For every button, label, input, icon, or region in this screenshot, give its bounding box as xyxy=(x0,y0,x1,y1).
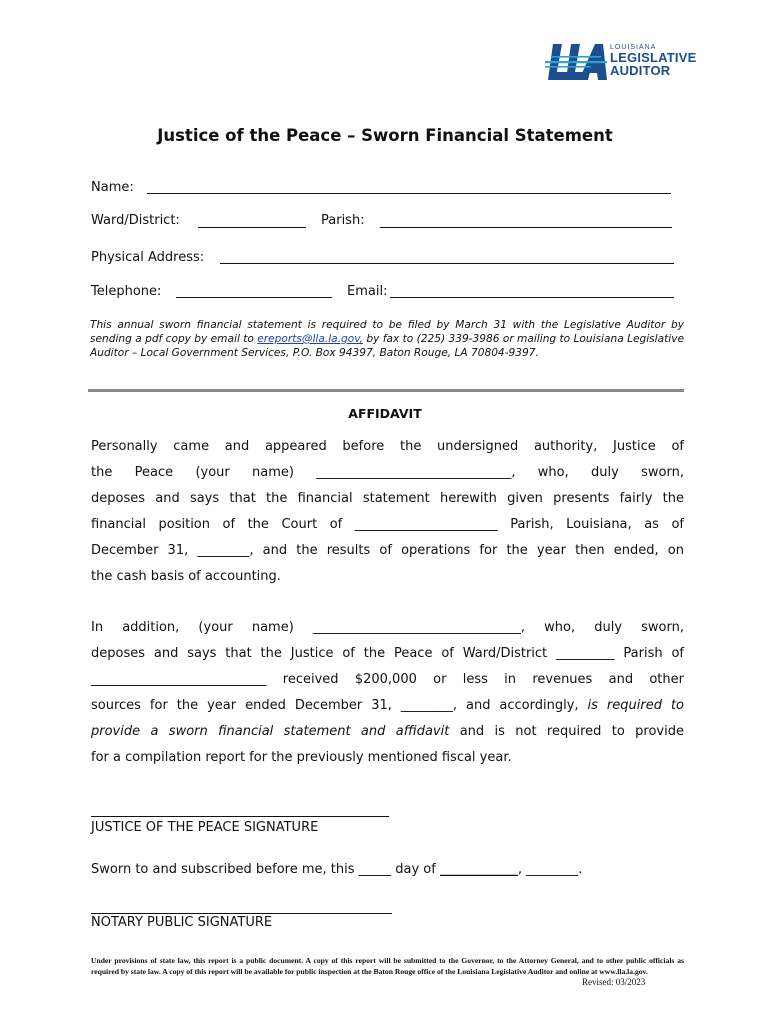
para2-line: In addition, (your name) ________________________________, who, duly sworn, xyxy=(91,620,684,635)
filing-instructions xyxy=(90,318,684,360)
telephone-row xyxy=(91,284,161,299)
logo-line1: LEGISLATIVE xyxy=(610,50,697,65)
para2-l5-text: and is not required to provide xyxy=(449,724,684,739)
para2-l4-text: sources for the year ended December 31, ________, and accordingly, xyxy=(91,698,588,713)
email-row xyxy=(347,284,387,299)
lla-logo-text xyxy=(610,44,696,77)
jp-signature-label: JUSTICE OF THE PEACE SIGNATURE xyxy=(91,820,319,835)
notary-signature-field[interactable] xyxy=(91,913,392,914)
para1-line: financial position of the Court of ______________________ Parish, Louisiana, as of xyxy=(91,517,684,532)
address-field[interactable] xyxy=(220,263,674,264)
sworn-year-text: , ________. xyxy=(517,862,583,877)
sworn-month-field[interactable]: ____________ xyxy=(439,862,518,877)
sworn-text: Sworn to and subscribed before me, this _____ day of xyxy=(91,862,440,877)
para1-line: Personally came and appeared before the undersigned authority, Justice of xyxy=(91,439,684,454)
address-row xyxy=(91,250,204,265)
email-field[interactable] xyxy=(390,297,674,298)
address-label: Physical Address: xyxy=(91,250,205,265)
intro-text-before: This annual sworn financial statement is required to be filed by March 31 with the Legislative Auditor by sending a pdf copy by email to xyxy=(90,319,684,345)
para2-line: for a compilation report for the previously mentioned fiscal year. xyxy=(91,750,512,765)
parish-row xyxy=(321,213,365,228)
para1-line: the Peace (your name) ______________________________, who, duly sworn, xyxy=(91,465,684,480)
para2-line: deposes and says that the Justice of the Peace of Ward/District _________ Parish of xyxy=(91,646,684,661)
parish-field[interactable] xyxy=(380,227,672,228)
lla-logo xyxy=(545,42,697,84)
affidavit-heading: AFFIDAVIT xyxy=(348,406,422,421)
notary-signature-label: NOTARY PUBLIC SIGNATURE xyxy=(91,915,273,930)
para2-line xyxy=(91,719,684,745)
ward-field[interactable] xyxy=(198,227,306,228)
ward-label: Ward/District: xyxy=(91,213,180,228)
para1-line: December 31, ________, and the results of operations for the year then ended, on xyxy=(91,543,684,558)
page-title: Justice of the Peace – Sworn Financial Statement xyxy=(157,126,613,145)
name-field[interactable] xyxy=(147,193,671,194)
telephone-field[interactable] xyxy=(176,297,332,298)
logo-small-text: LOUISIANA xyxy=(610,44,657,51)
intro-text-after: by fax to (225) 339-3986 or mailing to Louisiana Legislative Auditor – Local Government Services, P.O. Box 94397, Baton Rouge, LA 70804-9397. xyxy=(90,333,684,359)
para2-l4-emphasis: is required to xyxy=(587,698,684,713)
email-label: Email: xyxy=(347,284,388,299)
affidavit-paragraph-1 xyxy=(91,434,684,590)
para2-line: ___________________________ received $200,000 or less in revenues and other xyxy=(91,672,684,687)
parish-label: Parish: xyxy=(321,213,365,228)
ward-row xyxy=(91,213,180,228)
para2-line xyxy=(91,693,684,719)
telephone-label: Telephone: xyxy=(91,284,162,299)
footer-notice: Under provisions of state law, this report is a public document. A copy of this report will be submitted to the Governor, to the Attorney General, and to other public officials as required by state law. A copy of this report will be available for public inspection at the Baton Rouge office of the Louisiana Legislative Auditor and online at www.lla.la.gov. xyxy=(91,956,684,976)
para2-l5-emphasis: provide a sworn financial statement and affidavit xyxy=(91,724,450,739)
para1-line: the cash basis of accounting. xyxy=(91,569,281,584)
para1-line: deposes and says that the financial statement herewith given presents fairly the xyxy=(91,491,684,506)
sworn-row xyxy=(91,862,582,877)
affidavit-paragraph-2 xyxy=(91,615,684,771)
revision-date: Revised: 03/2023 xyxy=(582,977,646,987)
jp-signature-field[interactable] xyxy=(91,816,389,817)
section-divider xyxy=(88,389,684,392)
email-link[interactable]: ereports@lla.la.gov, xyxy=(257,333,364,345)
lla-logo-mark-icon xyxy=(545,42,607,82)
name-label: Name: xyxy=(91,180,134,195)
logo-line2: AUDITOR xyxy=(610,63,671,78)
name-row xyxy=(91,180,134,195)
